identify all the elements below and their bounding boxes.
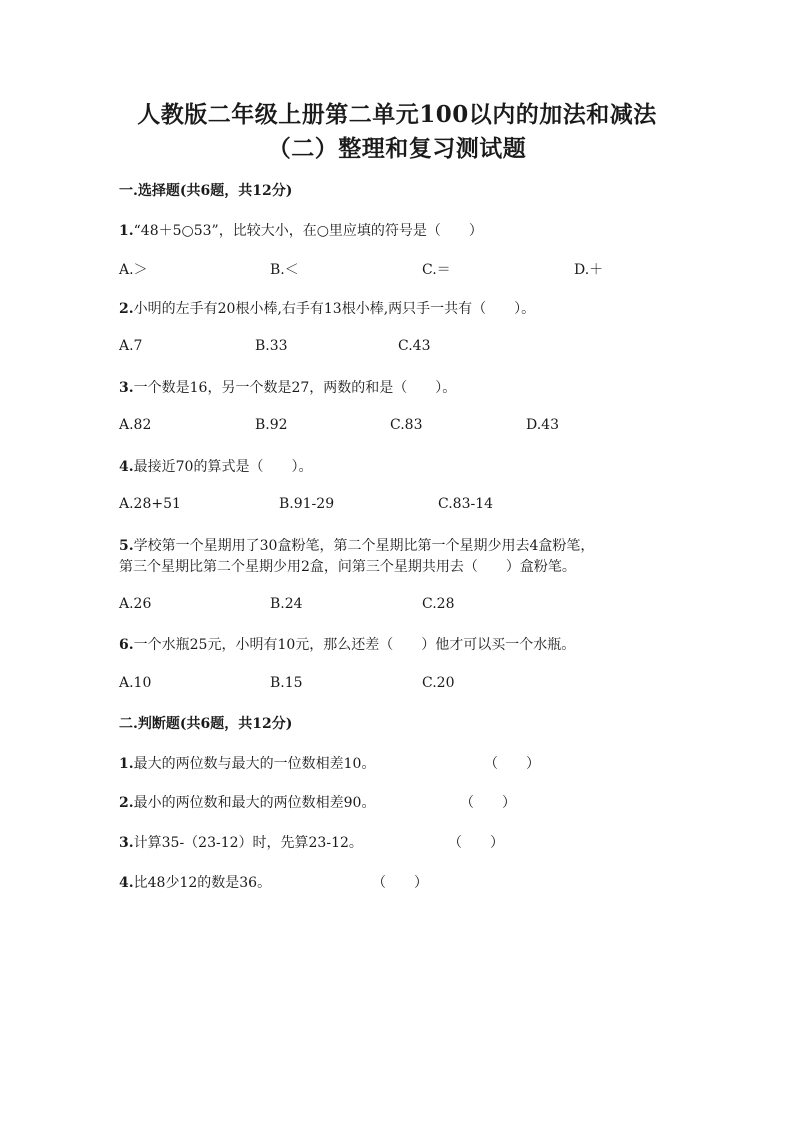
q3-option-d: D.43 xyxy=(526,417,559,433)
question-number: 3. xyxy=(119,380,134,396)
section-2-heading: 二.判断题(共6题，共12分) xyxy=(119,716,293,732)
question-text: 学校第一个星期用了30盒粉笔，第二个星期比第一个星期少用去4盒粉笔， xyxy=(133,538,595,554)
title-line-2: （二）整理和复习测试题 xyxy=(267,135,527,162)
q1-option-a: A.＞ xyxy=(119,262,148,278)
q1-option-d: D.＋ xyxy=(574,262,604,278)
question-number: 4. xyxy=(119,875,134,891)
question-number: 3. xyxy=(119,835,134,851)
question-number: 1. xyxy=(119,756,134,772)
q2-option-b: B.33 xyxy=(255,338,288,354)
q3-option-c: C.83 xyxy=(390,417,423,433)
title-line-1: 人教版二年级上册第二单元100以内的加法和减法 xyxy=(137,101,657,128)
answer-paren-1[interactable]: （ ） xyxy=(484,756,540,772)
judge-question-3 xyxy=(119,832,363,852)
judge-question-4 xyxy=(119,872,271,892)
question-text: 最小的两位数和最大的两位数相差90。 xyxy=(133,795,376,811)
q1-option-c: C.＝ xyxy=(422,262,451,278)
q2-option-a: A.7 xyxy=(119,338,143,354)
choice-question-3 xyxy=(119,377,456,397)
choice-question-5 xyxy=(119,535,594,555)
q5-option-c: C.28 xyxy=(422,596,455,612)
answer-paren-4[interactable]: （ ） xyxy=(372,875,428,891)
question-text: 最接近70的算式是（ ）。 xyxy=(133,459,313,475)
question-number: 1. xyxy=(119,223,134,239)
question-text: 比48少12的数是36。 xyxy=(133,875,272,891)
q4-option-c: C.83-14 xyxy=(438,496,494,512)
section-1-heading: 一.选择题(共6题，共12分) xyxy=(119,183,293,199)
q5-option-b: B.24 xyxy=(270,596,303,612)
question-number: 4. xyxy=(119,459,134,475)
q5-option-a: A.26 xyxy=(119,596,152,612)
q1-option-b: B.＜ xyxy=(270,262,299,278)
question-text: 一个水瓶25元，小明有10元，那么还差（ ）他才可以买一个水瓶。 xyxy=(133,637,576,653)
q4-option-b: B.91-29 xyxy=(279,496,335,512)
answer-paren-3[interactable]: （ ） xyxy=(448,835,504,851)
question-number: 6. xyxy=(119,637,134,653)
q4-option-a: A.28+51 xyxy=(119,496,181,512)
question-text: 一个数是16，另一个数是27，两数的和是（ ）。 xyxy=(133,380,457,396)
choice-question-2 xyxy=(119,298,535,318)
q2-option-c: C.43 xyxy=(398,338,431,354)
answer-paren-2[interactable]: （ ） xyxy=(460,795,516,811)
question-text: 最大的两位数与最大的一位数相差10。 xyxy=(133,756,376,772)
choice-question-5-line-2: 第三个星期比第二个星期少用2盒，问第三个星期共用去（ ）盒粉笔。 xyxy=(119,559,576,575)
judge-question-1 xyxy=(119,753,375,773)
q3-option-b: B.92 xyxy=(255,417,288,433)
question-text: “48＋5○53”，比较大小，在○里应填的符号是（ ） xyxy=(133,223,483,239)
question-text: 计算35-（23-12）时，先算23-12。 xyxy=(133,835,363,851)
q3-option-a: A.82 xyxy=(119,417,152,433)
question-number: 2. xyxy=(119,795,134,811)
choice-question-4 xyxy=(119,456,312,476)
q6-option-c: C.20 xyxy=(422,675,455,691)
question-text: 小明的左手有20根小棒,右手有13根小棒,两只手一共有（ ）。 xyxy=(133,301,536,317)
q6-option-b: B.15 xyxy=(270,675,303,691)
question-number: 2. xyxy=(119,301,134,317)
question-number: 5. xyxy=(119,538,134,554)
choice-question-6 xyxy=(119,634,575,654)
judge-question-2 xyxy=(119,792,375,812)
q6-option-a: A.10 xyxy=(119,675,152,691)
choice-question-1 xyxy=(119,220,483,240)
